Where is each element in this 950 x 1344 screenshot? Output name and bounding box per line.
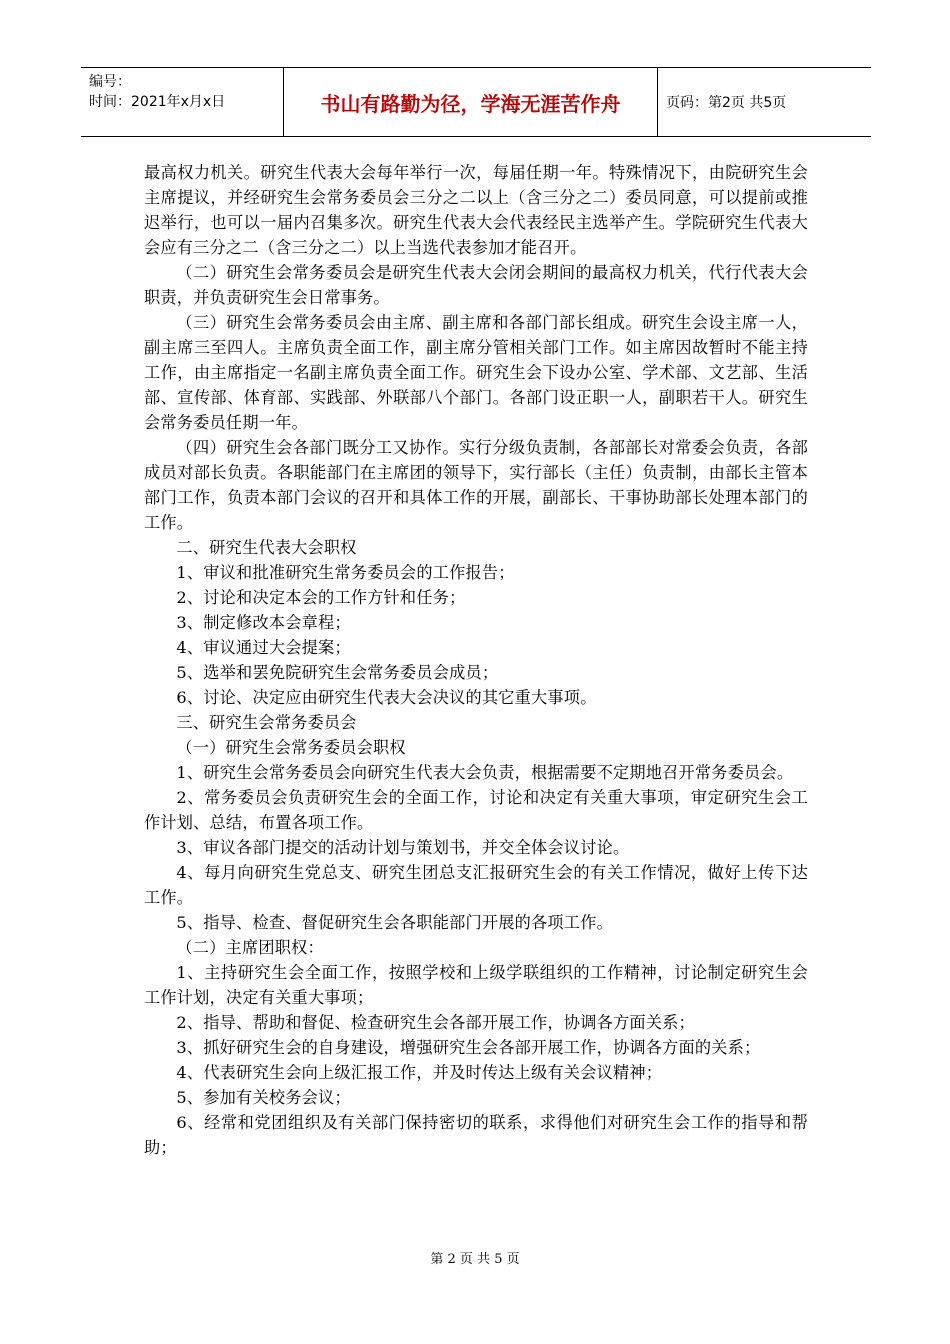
paragraph: 1、研究生会常务委员会向研究生代表大会负责，根据需要不定期地召开常务委员会。 (176, 763, 794, 782)
paragraph: 3、抓好研究生会的自身建设，增强研究生会各部开展工作，协调各方面的关系； (176, 1038, 761, 1057)
page-footer: 第 2 页 共 5 页 (430, 1252, 520, 1267)
paragraph: 5、指导、检查、督促研究生会各职能部门开展的各项工作。 (176, 913, 613, 932)
paragraph: 6、讨论、决定应由研究生代表大会决议的其它重大事项。 (176, 688, 597, 707)
paragraph: 3、审议各部门提交的活动计划与策划书，并交全体会议讨论。 (176, 838, 630, 857)
paragraph: （二）研究生会常务委员会是研究生代表大会闭会期间的最高权力机关，代行代表大会职责，并负责研究生会日常事务。 (144, 263, 808, 307)
paragraph: 6、经常和党团组织及有关部门保持密切的联系，求得他们对研究生会工作的指导和帮助； (144, 1113, 808, 1157)
paragraph: 三、研究生会常务委员会 (176, 713, 357, 732)
header-number-label: 编号： (89, 74, 131, 90)
paragraph: 2、讨论和决定本会的工作方针和任务； (176, 588, 466, 607)
paragraph: 最高权力机关。研究生代表大会每年举行一次，每届任期一年。特殊情况下，由院研究生会主席提议，并经研究生会常务委员会三分之二以上（含三分之二）委员同意，可以提前或推迟举行，也可以一届内召集多次。研究生代表大会代表经民主选举产生。学院研究生代表大会应有三分之二（含三分之二）以上当选代表参加才能召开。 (144, 163, 808, 257)
header-time-label: 时间：2021年x月x日 (89, 94, 226, 110)
paragraph: 1、审议和批准研究生常务委员会的工作报告； (176, 563, 515, 582)
paragraph: 5、参加有关校务会议； (176, 1088, 351, 1107)
paragraph: 3、制定修改本会章程； (176, 613, 351, 632)
paragraph: 1、主持研究生会全面工作，按照学校和上级学联组织的工作精神，讨论制定研究生会工作计划，决定有关重大事项； (144, 963, 808, 1007)
paragraph: 4、代表研究生会向上级汇报工作，并及时传达上级有关会议精神； (176, 1063, 663, 1082)
header-page-label: 页码：第2页 共5页 (666, 95, 787, 111)
paragraph: 2、指导、帮助和督促、检查研究生会各部开展工作，协调各方面关系； (176, 1013, 695, 1032)
paragraph: （三）研究生会常务委员会由主席、副主席和各部门部长组成。研究生会设主席一人，副主席三至四人。主席负责全面工作，副主席分管相关部门工作。如主席因故暂时不能主持工作，由主席指定一名副主席负责全面工作。研究生会下设办公室、学术部、文艺部、生活部、宣传部、体育部、实践部、外联部八个部门。各部门设正职一人，副职若干人。研究生会常务委员任期一年。 (144, 313, 808, 432)
paragraph: 二、研究生代表大会职权 (176, 538, 357, 557)
page-header (81, 67, 871, 137)
paragraph: （一）研究生会常务委员会职权 (176, 738, 406, 757)
header-motto: 书山有路勤为径，学海无涯苦作舟 (284, 68, 658, 136)
paragraph: 2、常务委员会负责研究生会的全面工作，讨论和决定有关重大事项，审定研究生会工作计划、总结，布置各项工作。 (144, 788, 808, 832)
paragraph: （四）研究生会各部门既分工又协作。实行分级负责制，各部部长对常委会负责，各部成员对部长负责。各职能部门在主席团的领导下，实行部长（主任）负责制，由部长主管本部门工作，负责本部门会议的召开和具体工作的开展，副部长、干事协助部长处理本部门的工作。 (144, 438, 808, 532)
paragraph: 4、每月向研究生党总支、研究生团总支汇报研究生会的有关工作情况，做好上传下达工作。 (144, 863, 808, 907)
paragraph: （二）主席团职权： (176, 938, 324, 957)
document-body (144, 160, 808, 1160)
paragraph: 4、审议通过大会提案； (176, 638, 351, 657)
paragraph: 5、选举和罢免院研究生会常务委员会成员； (176, 663, 499, 682)
header-meta (81, 68, 284, 136)
